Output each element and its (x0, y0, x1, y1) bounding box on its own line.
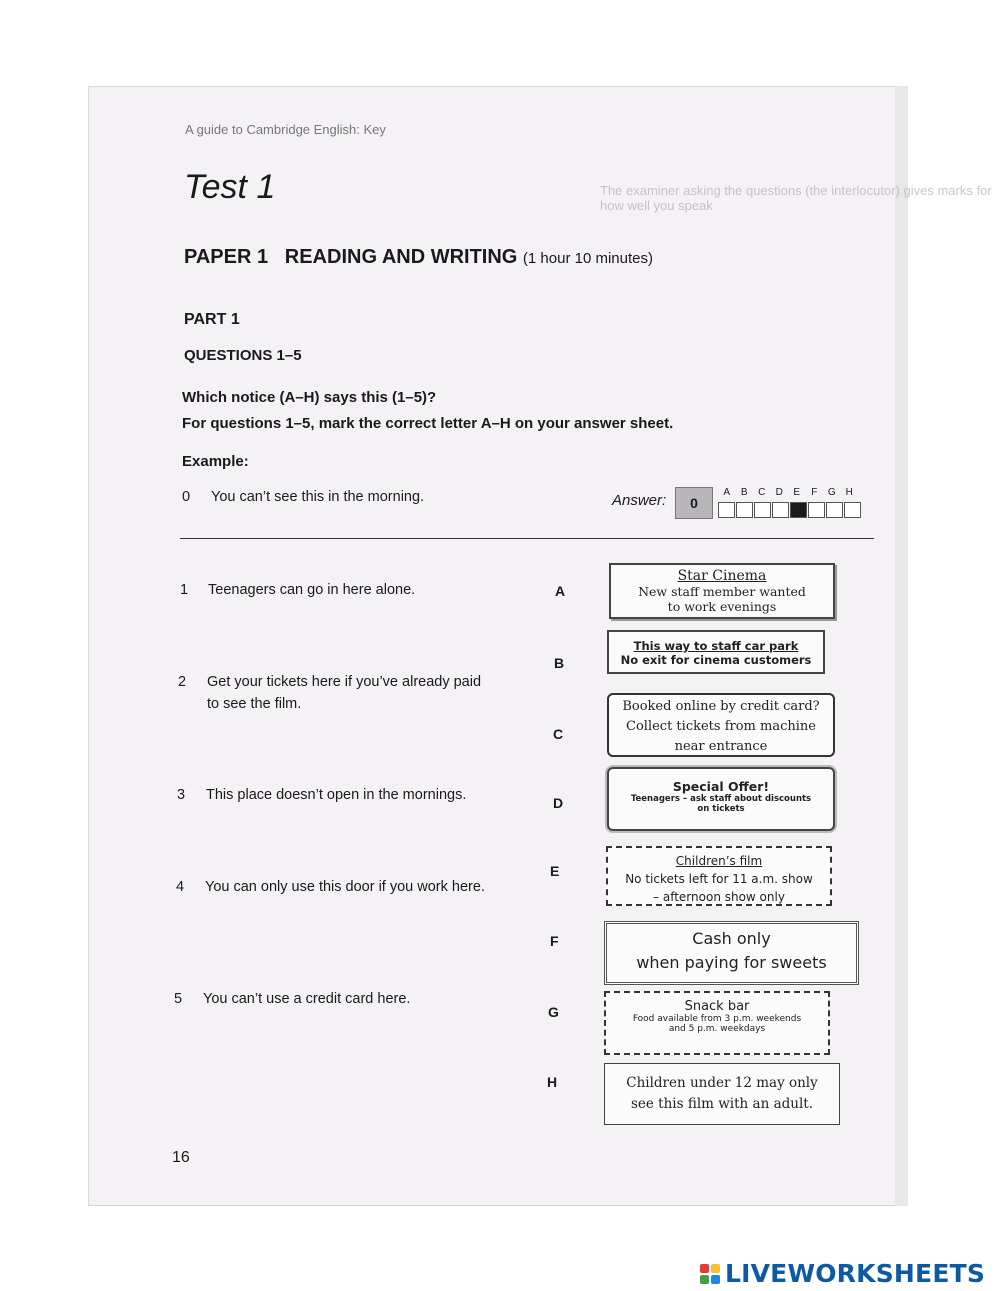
notice-letter-a: A (555, 583, 566, 599)
paper-duration: (1 hour 10 minutes) (522, 250, 653, 267)
notice-c-line: near entrance (674, 739, 768, 754)
liveworksheets-wordmark: LIVEWORKSHEETS (725, 1259, 986, 1288)
notice-letter-h: H (547, 1074, 558, 1090)
answer-box-d[interactable] (772, 502, 789, 518)
answer-box-g[interactable] (826, 502, 843, 518)
question-4-text: You can only use this door if you work here. (205, 879, 485, 895)
example-text: You can’t see this in the morning. (211, 489, 425, 505)
questions-heading: QUESTIONS 1–5 (184, 347, 302, 364)
notice-h-line: Children under 12 may only (626, 1075, 818, 1091)
instruction-mark-letter: For questions 1–5, mark the correct letter A–H on your answer sheet. (182, 415, 674, 432)
notice-e-line: No tickets left for 11 a.m. show (625, 872, 813, 886)
answer-grid-boxes (718, 502, 862, 518)
test-title: Test 1 (184, 168, 276, 206)
notice-d-line: Teenagers – ask staff about discounts (630, 794, 812, 804)
notice-e (606, 846, 832, 906)
notice-c-line: Collect tickets from machine (626, 719, 816, 734)
notice-g-line: and 5 p.m. weekdays (668, 1024, 766, 1034)
page-edge (895, 86, 908, 1206)
grid-letter: A (723, 487, 731, 498)
notice-f-line: Cash only (692, 929, 771, 948)
grid-letter: F (811, 487, 818, 498)
notice-e-line: – afternoon show only (653, 890, 785, 904)
part-heading: PART 1 (184, 311, 240, 328)
instruction-which-notice: Which notice (A–H) says this (1–5)? (182, 389, 437, 406)
answer-box-f[interactable] (808, 502, 825, 518)
notice-f (604, 921, 859, 985)
grid-letter: H (845, 487, 853, 498)
notice-d (607, 767, 835, 831)
example-number: 0 (182, 489, 191, 505)
question-4-number: 4 (176, 879, 185, 895)
notice-b (607, 630, 825, 674)
notice-d-line: on tickets (697, 804, 745, 814)
notice-b-line: No exit for cinema customers (620, 653, 812, 667)
notice-c-line: Booked online by credit card? (622, 699, 820, 714)
answer-label: Answer: (612, 492, 667, 509)
grid-letter: C (758, 487, 766, 498)
answer-box-h[interactable] (844, 502, 861, 518)
notice-b-line: This way to staff car park (633, 639, 799, 653)
notice-letter-f: F (550, 933, 559, 949)
notice-letter-c: C (553, 726, 564, 742)
notice-g-line: Food available from 3 p.m. weekends (632, 1014, 802, 1024)
bleed-through-text: The examiner asking the questions (the interlocutor) gives marks for how well you speak (600, 183, 992, 213)
grid-letter: G (827, 487, 836, 498)
liveworksheets-icon (700, 1264, 720, 1284)
notice-c (607, 693, 835, 757)
notice-letter-d: D (553, 795, 564, 811)
liveworksheets-logo[interactable] (700, 1259, 985, 1288)
notice-letter-b: B (554, 655, 565, 671)
notice-a-line: New staff member wanted (638, 584, 806, 599)
notice-h-line: see this film with an adult. (630, 1096, 813, 1112)
question-1-number: 1 (180, 582, 189, 598)
answer-box-c[interactable] (754, 502, 771, 518)
question-3-text: This place doesn’t open in the mornings. (206, 787, 467, 803)
notice-h (604, 1063, 840, 1125)
question-2-number: 2 (178, 674, 187, 690)
notice-a (609, 563, 835, 619)
question-1-text: Teenagers can go in here alone. (208, 582, 416, 598)
running-header: A guide to Cambridge English: Key (185, 122, 386, 137)
answer-box-a[interactable] (718, 502, 735, 518)
question-5-number: 5 (174, 991, 183, 1007)
example-answer-number: 0 (675, 487, 713, 519)
notice-e-heading: Children’s film (675, 854, 763, 868)
paper-name: PAPER 1 READING AND WRITING (184, 246, 518, 268)
notice-letter-g: G (548, 1004, 559, 1020)
grid-letter: D (775, 487, 783, 498)
notice-letter-e: E (550, 863, 560, 879)
notice-f-line: when paying for sweets (636, 953, 827, 972)
answer-grid-letters (718, 487, 858, 498)
grid-letter: E (793, 487, 801, 498)
question-5-text: You can’t use a credit card here. (203, 991, 411, 1007)
answer-box-b[interactable] (736, 502, 753, 518)
notice-g (604, 991, 830, 1055)
notice-a-line: to work evenings (667, 599, 777, 614)
question-3-number: 3 (177, 787, 186, 803)
page-number: 16 (172, 1149, 190, 1166)
grid-letter: B (740, 487, 748, 498)
paper-title (184, 246, 653, 269)
notice-g-heading: Snack bar (684, 999, 750, 1014)
question-2-text: Get your tickets here if you’ve already paid to see the film. (207, 674, 482, 712)
notice-a-heading: Star Cinema (677, 568, 767, 584)
example-label: Example: (182, 453, 249, 470)
notice-d-heading: Special Offer! (672, 779, 770, 794)
divider-rule (180, 538, 874, 539)
answer-box-e-marked[interactable] (790, 502, 807, 518)
